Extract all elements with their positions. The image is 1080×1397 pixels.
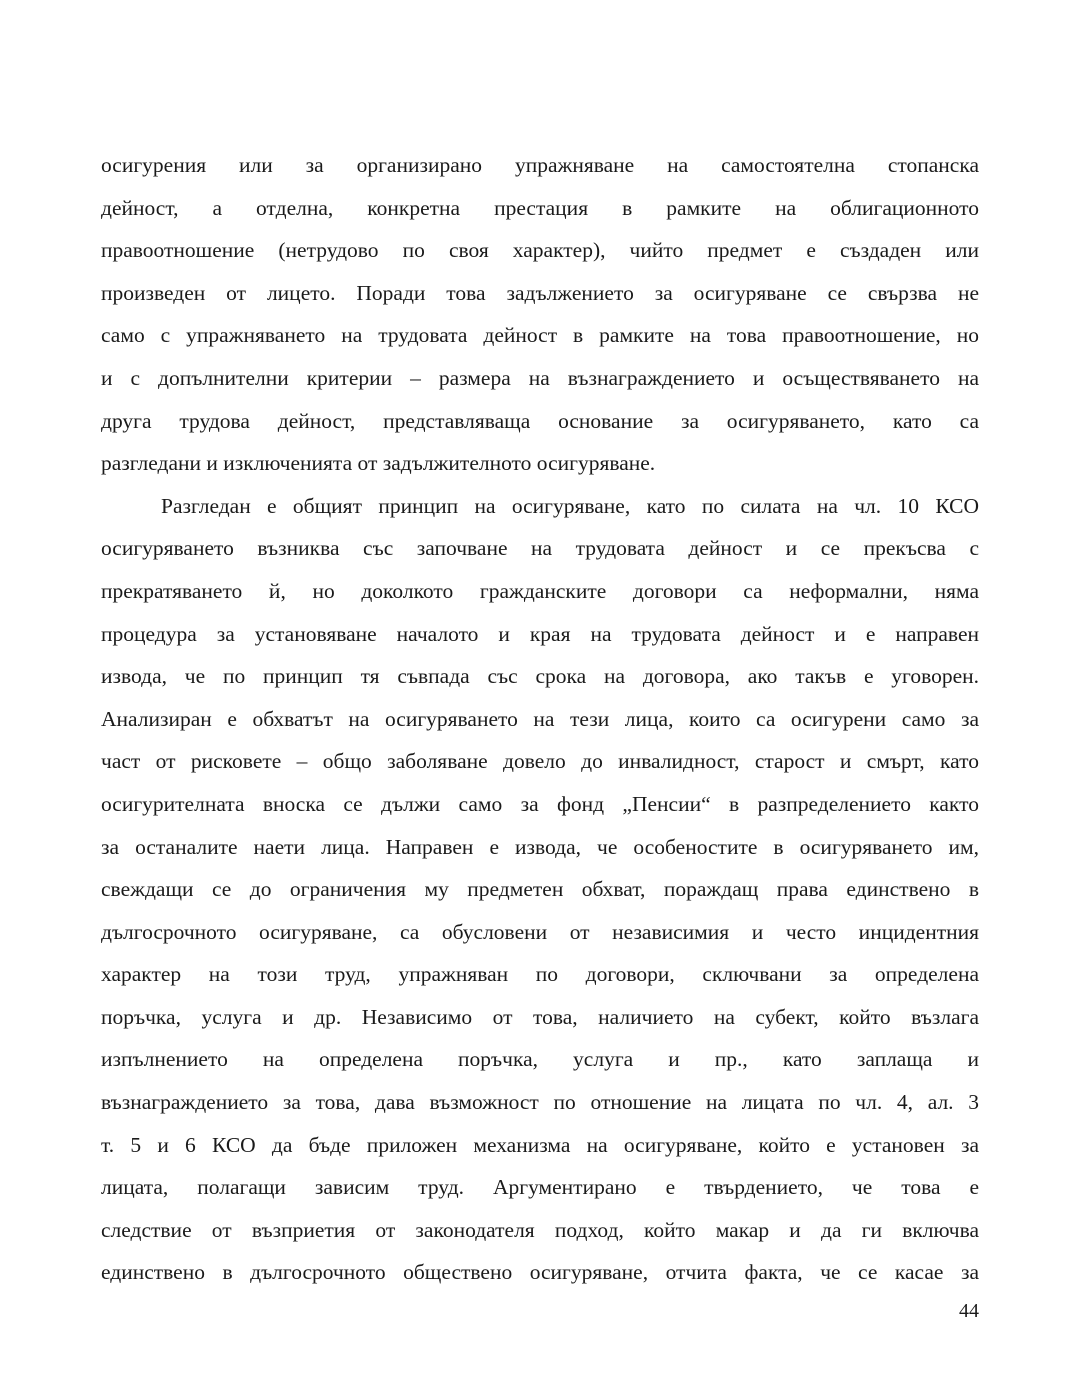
text-line: характер на този труд, упражняван по договори, сключвани за определена — [101, 962, 979, 987]
paragraph-1 — [101, 144, 979, 485]
text-line: извода, че по принцип тя съвпада със срока на договора, ако такъв е уговорен. — [101, 664, 979, 689]
text-line: осигуряването възниква със започване на трудовата дейност и се прекъсва с — [101, 536, 979, 561]
text-line: прекратяването й, но доколкото гражданските договори са неформални, няма — [101, 578, 979, 603]
text-line: друга трудова дейност, представляваща основание за осигуряването, като са — [101, 408, 979, 433]
text-line: т. 5 и 6 КСО да бъде приложен механизма на осигуряване, който е установен за — [101, 1132, 979, 1157]
text-line: дългосрочното осигуряване, са обусловени от независимия и често инцидентния — [101, 919, 979, 944]
text-line: част от рисковете – общо заболяване довело до инвалидност, старост и смърт, като — [101, 749, 979, 774]
text-line: само с упражняването на трудовата дейност в рамките на това правоотношение, но — [101, 323, 979, 348]
text-line: осигурителната вноска се дължи само за фонд „Пенсии“ в разпределението както — [101, 791, 979, 816]
text-line: дейност, а отделна, конкретна престация в рамките на облигационното — [101, 195, 979, 220]
text-line: осигурения или за организирано упражняване на самостоятелна стопанска — [101, 153, 979, 177]
text-line: процедура за установяване началото и края на трудовата дейност и е направен — [101, 621, 979, 646]
text-line: за останалите наети лица. Направен е извода, че особеностите в осигуряването им, — [101, 834, 979, 859]
text-line: лицата, полагащи зависим труд. Аргументирано е твърдението, че това е — [101, 1175, 979, 1200]
text-line: Анализиран е обхватът на осигуряването на тези лица, които са осигурени само за — [101, 706, 979, 731]
text-line: разгледани и изключенията от задължителното осигуряване. — [101, 451, 656, 476]
body-text — [101, 144, 979, 1294]
text-line: единствено в дългосрочното обществено осигуряване, отчита факта, че се касае за — [101, 1260, 979, 1285]
text-line: свеждащи се до ограничения му предметен обхват, пораждащ права единствено в — [101, 877, 979, 902]
text-line: възнаграждението за това, дава възможност по отношение на лицата по чл. 4, ал. 3 — [101, 1090, 979, 1115]
page-number: 44 — [959, 1300, 979, 1322]
text-line: следствие от възприетия от законодателя подход, който макар и да ги включва — [101, 1217, 979, 1242]
text-line: поръчка, услуга и др. Независимо от това, наличието на субект, който възлага — [101, 1004, 979, 1029]
text-line: изпълнението на определена поръчка, услуга и пр., като заплаща и — [101, 1047, 979, 1072]
paragraph-2 — [101, 485, 979, 1294]
text-line: и с допълнителни критерии – размера на възнаграждението и осъществяването на — [101, 365, 979, 390]
text-line: произведен от лицето. Поради това задължението за осигуряване се свързва не — [101, 280, 979, 305]
text-line: правоотношение (нетрудово по своя характер), чийто предмет е създаден или — [101, 238, 979, 263]
text-line: Разгледан е общият принцип на осигуряване, като по силата на чл. 10 КСО — [161, 493, 979, 518]
